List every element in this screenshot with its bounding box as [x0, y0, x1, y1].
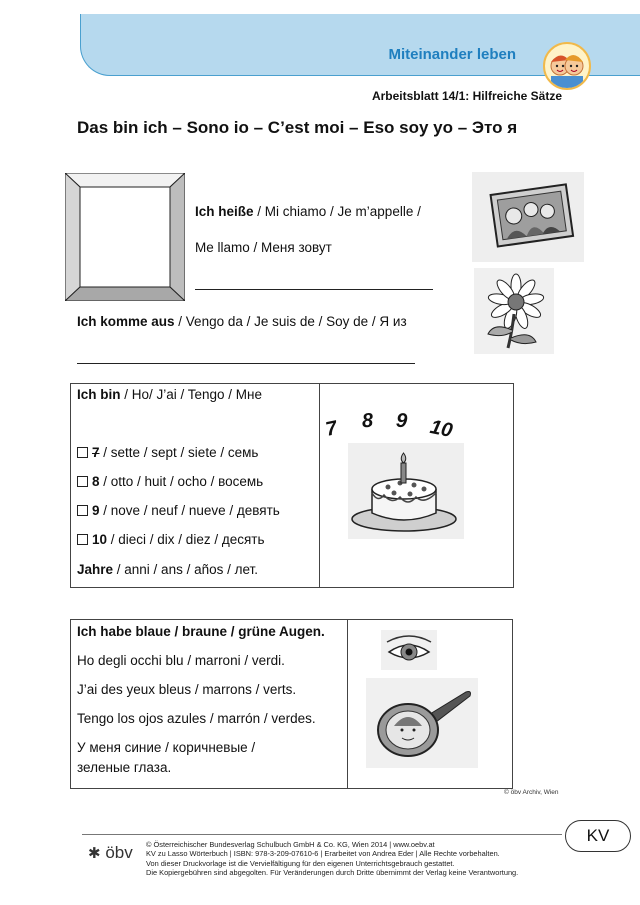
origin-write-line[interactable]	[77, 363, 415, 364]
footer-text	[146, 840, 518, 878]
name-write-line[interactable]	[195, 289, 433, 290]
eyes-line-fr: J’ai des yeux bleus / marrons / verts.	[77, 682, 297, 697]
checkbox-9[interactable]	[77, 505, 88, 516]
footer-line-3: Von dieser Druckvorlage ist die Vervielfältigung für den eigenen Unterrichtsgebrauch gestattet.	[146, 858, 455, 868]
eye-illustration	[381, 630, 437, 675]
eyes-line-de: Ich habe blaue / braune / grüne Augen.	[77, 624, 325, 639]
name-line-1	[195, 204, 421, 219]
origin-label-rest: / Vengo da / Je suis de / Soy de / Я из	[174, 314, 407, 329]
numeral-9: 9	[395, 409, 408, 433]
eyes-line-es: Tengo los ojos azules / marrón / verdes.	[77, 711, 316, 726]
hand-mirror-illustration	[366, 678, 478, 773]
birthday-cake-illustration	[348, 443, 464, 544]
eyes-box-divider	[347, 619, 348, 789]
footer-line-1: © Österreichischer Bundesverlag Schulbuch GmbH & Co. KG, Wien 2014 | www.oebv.at	[146, 840, 435, 849]
numeral-7: 7	[323, 417, 340, 441]
age-words-7: / sette / sept / siete / семь	[99, 445, 259, 460]
eyes-line-it: Ho degli occhi blu / marroni / verdi.	[77, 653, 285, 668]
age-words-8: / otto / huit / ocho / восемь	[99, 474, 264, 489]
years-bold: Jahre	[77, 562, 114, 577]
eyes-line-ru-2: зеленые глаза.	[77, 760, 172, 775]
family-photo-illustration	[472, 172, 584, 267]
checkbox-10[interactable]	[77, 534, 88, 545]
age-words-9: / nove / neuf / nueve / девять	[99, 503, 280, 518]
name-line-2: Me llamo / Меня зовут	[195, 240, 332, 255]
age-option-9[interactable]	[77, 503, 280, 518]
children-logo	[543, 42, 591, 90]
origin-label-bold: Ich komme aus	[77, 314, 175, 329]
numeral-8: 8	[361, 409, 374, 433]
origin-line	[77, 314, 407, 329]
series-title: Miteinander leben	[388, 46, 516, 63]
age-words-10: / dieci / dix / diez / десять	[107, 532, 265, 547]
eyes-line-ru-1: У меня синие / коричневые /	[77, 740, 256, 755]
worksheet-heading: Das bin ich – Sono io – C’est moi – Eso soy yo – Это я	[77, 118, 518, 137]
flower-illustration	[474, 268, 554, 359]
years-line	[77, 562, 258, 577]
age-num-8: 8	[92, 474, 100, 489]
age-intro	[77, 387, 262, 402]
age-num-9: 9	[92, 503, 100, 518]
years-rest: / anni / ans / años / лет.	[113, 562, 258, 577]
numeral-10: 10	[428, 415, 455, 443]
age-intro-bold: Ich bin	[77, 387, 121, 402]
kv-badge: KV	[565, 820, 631, 852]
footer-divider	[82, 834, 562, 835]
age-num-7: 7	[92, 445, 100, 460]
worksheet-subtitle: Arbeitsblatt 14/1: Hilfreiche Sätze	[371, 89, 562, 103]
checkbox-8[interactable]	[77, 476, 88, 487]
star-icon: ✱	[88, 845, 101, 862]
image-credit: © öbv Archiv, Wien	[504, 789, 559, 796]
publisher-brand: öbv	[105, 843, 133, 862]
footer-line-2: KV zu Lasso Wörterbuch | ISBN: 978-3-209-07610-6 | Erarbeitet von Andrea Eder | Alle Rechte vorbehalten.	[146, 849, 500, 859]
age-box-divider	[319, 383, 320, 588]
footer-line-4: Die Kopiergebühren sind abgegolten. Für Veränderungen durch Dritte übernimmt der Verlag keine Verantwortung.	[146, 868, 519, 878]
age-option-8[interactable]	[77, 474, 263, 489]
photo-frame	[65, 173, 185, 306]
publisher-logo	[88, 843, 133, 863]
checkbox-7[interactable]	[77, 447, 88, 458]
age-num-10: 10	[92, 532, 108, 547]
age-intro-rest: / Ho/ J’ai / Tengo / Мне	[120, 387, 263, 402]
age-option-7[interactable]	[77, 445, 258, 460]
age-option-10[interactable]	[77, 532, 265, 547]
name-label-bold: Ich heiße	[195, 204, 254, 219]
name-label-rest: / Mi chiamo / Je m’appelle /	[253, 204, 421, 219]
